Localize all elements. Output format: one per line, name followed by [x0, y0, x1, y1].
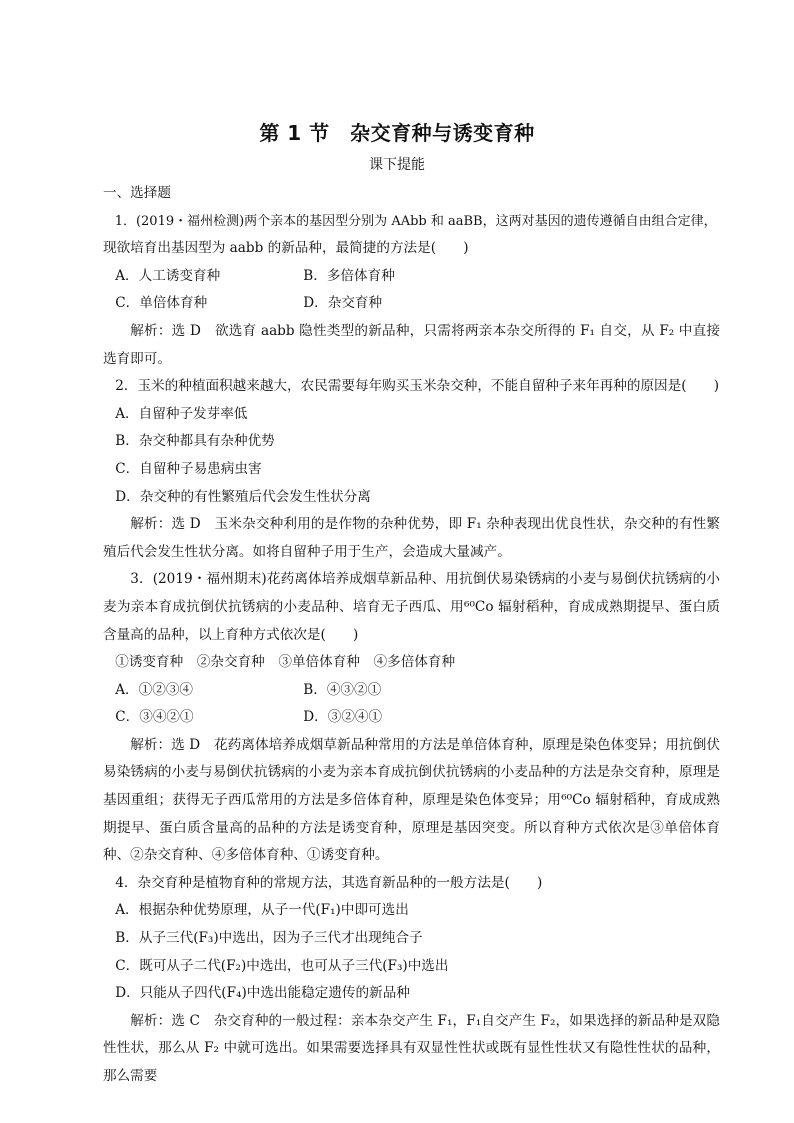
question-1-analysis: 解析：选 D 欲选育 aabb 隐性类型的新品种，只需将两亲本杂交所得的 F₁ 自交，从 F₂ 中直接选育即可。 — [103, 322, 720, 367]
question-4-option-d: D．只能从子四代(F₄)中选出能稳定遗传的新品种 — [115, 985, 410, 1002]
question-4-option-b: B．从子三代(F₃)中选出，因为子三代才出现纯合子 — [115, 930, 423, 947]
question-4-option-c: C．既可从子二代(F₂)中选出，也可从子三代(F₃)中选出 — [115, 957, 449, 974]
page-subtitle: 课下提能 — [369, 157, 425, 173]
question-2-stem: 2．玉米的种植面积越来越大，农民需要每年购买玉米杂交种，不能自留种子来年再种的原因是( ) — [115, 378, 720, 395]
question-1-options-row2 — [103, 290, 720, 318]
question-4-option-a: A．根据杂种优势原理，从子一代(F₁)中即可选出 — [115, 902, 409, 919]
question-3-option-a: A．①②③④ — [115, 681, 194, 698]
question-2-option-a: A．自留种子发芽率低 — [115, 405, 248, 422]
question-3-option-b: B．④③②① — [303, 681, 382, 698]
question-1-option-b: B．多倍体育种 — [303, 267, 395, 284]
question-1-stem-line1: 1．(2019・福州检测)两个亲本的基因型分别为 AAbb 和 aaBB，这两对基因的遗传遵循自由组合定律， — [114, 213, 717, 229]
document-body — [103, 180, 720, 1091]
question-1-stem-line2: 现欲培育出基因型为 aabb 的新品种，最简捷的方法是( ) — [103, 240, 469, 257]
question-2-option-d: D．杂交种的有性繁殖后代会发生性状分离 — [115, 488, 371, 505]
question-3-option-d: D．③②④① — [303, 709, 383, 726]
question-4-analysis: 解析：选 C 杂交育种的一般过程：亲本杂交产生 F₁，F₁自交产生 F₂，如果选择的新品种是双隐性性状，那么从 F₂ 中就可选出。如果需要选择具有双显性性状或既有显性性状又有隐性性状的品种，那么需要 — [103, 1012, 720, 1084]
page-title: 第 1 节 杂交育种与诱变育种 — [259, 121, 535, 145]
question-2-analysis: 解析：选 D 玉米杂交种利用的是作物的杂种优势，即 F₁ 杂种表现出优良性状，杂交种的有性繁殖后代会发生性状分离。如将自留种子用于生产，会造成大量减产。 — [103, 516, 720, 560]
section-heading: 一、选择题 — [103, 185, 171, 201]
question-1-option-c: C．单倍体育种 — [115, 295, 208, 312]
question-2-option-b: B．杂交种都具有杂种优势 — [115, 433, 275, 450]
question-2-option-c: C．自留种子易患病虫害 — [115, 460, 262, 477]
question-3-option-c: C．③④②① — [115, 709, 194, 726]
question-1-option-a: A．人工诱变育种 — [115, 267, 221, 284]
question-4-stem: 4．杂交育种是植物育种的常规方法，其选育新品种的一般方法是( ) — [115, 874, 543, 891]
question-3-options-row1 — [103, 677, 720, 705]
question-1-option-d: D．杂交育种 — [303, 295, 383, 312]
question-1-options-row1 — [103, 263, 720, 291]
question-3-analysis: 解析：选 D 花药离体培养成烟草新品种常用的方法是单倍体育种，原理是染色体变异；用抗倒伏易染锈病的小麦与易倒伏抗锈病的小麦为亲本育成抗倒伏抗锈病的小麦品种的方法是杂交育种，原理是基因重组；获得无子西瓜常用的方法是多倍体育种，原理是染色体变异；用⁶⁰Co 辐射稻种，育成成熟期提早、蛋白质含量高的品种的方法是诱变育种，原理是基因突变。所以育种方式依次是③单倍体育种、②杂交育种、④多倍体育种、①诱变育种。 — [103, 736, 720, 864]
question-3-stem: 3．(2019・福州期末)花药离体培养成烟草新品种、用抗倒伏易染锈病的小麦与易倒伏抗锈病的小麦为亲本育成抗倒伏抗锈病的小麦品种、培育无子西瓜、用⁶⁰Co 辐射稻种，育成成熟期提早、蛋白质含量高的品种，以上育种方式依次是( ) — [103, 571, 720, 643]
question-3-list: ①诱变育种 ②杂交育种 ③单倍体育种 ④多倍体育种 — [115, 654, 456, 671]
question-3-options-row2 — [103, 704, 720, 732]
